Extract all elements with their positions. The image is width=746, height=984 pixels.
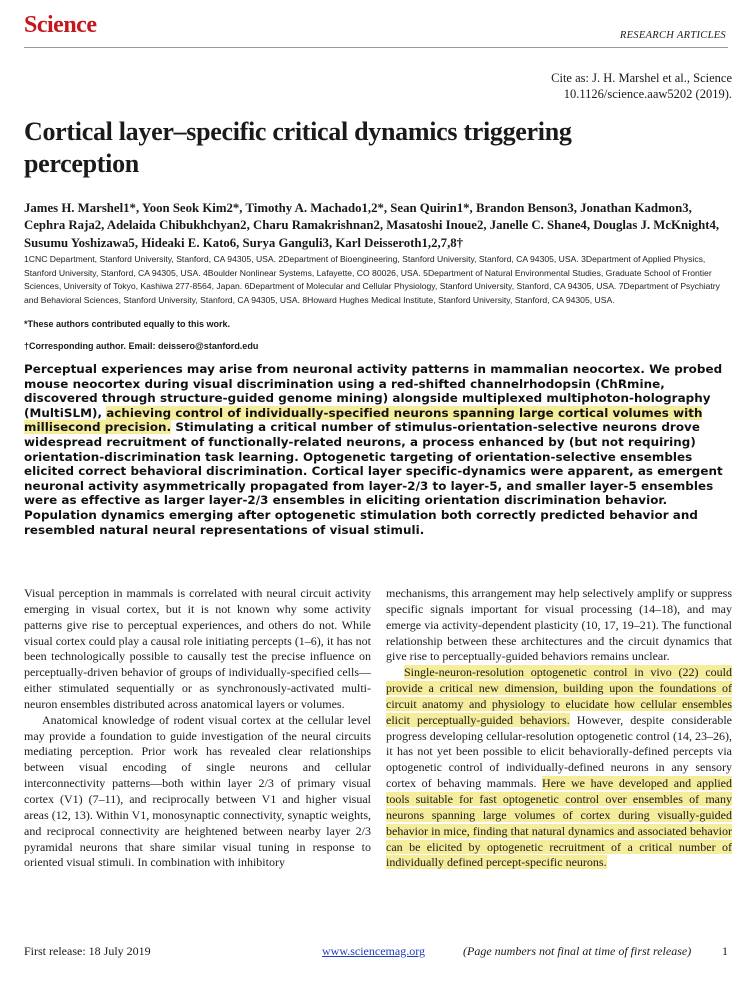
paragraph-text: However, despite considerable progress developing cellular-resolution optogenetic control (14, 23–26), it has not yet been possible to elicit behaviorally-defined percepts via optogenetic control of individually-defined neurons in any sensory cortex of behaving mammals.: [386, 712, 732, 791]
corresponding-author: †Corresponding author. Email: deissero@stanford.edu: [24, 341, 259, 351]
abstract-highlight: achieving control of individually-specified neurons spanning large cortical volumes with millisecond precision.: [24, 405, 703, 435]
abstract: [24, 362, 736, 537]
website-link[interactable]: www.sciencemag.org: [322, 944, 425, 958]
abstract-text-2: Stimulating a critical number of stimulus-orientation-selective neurons drove widespread recruitment of functionally-related neurons, a process enhanced by (but not requiring) orientation-discrimination task learning. Optogenetic targeting of orientation-selective ensembles elicited correct behavioral discrimination. Cortical layer specific-dynamics were apparent, as emergent neuronal activity asymmetrically propagated from layer-2/3 to layer-5, and smaller layer-5 ensembles were as effective as larger layer-2/3 ensembles in eliciting orientation discrimination behavior. Population dynamics emerging after optogenetic stimulation both correctly predicted behavior and resembled natural neural representations of visual stimuli.: [24, 420, 723, 537]
body-column-right: [386, 586, 732, 871]
release-date: First release: 18 July 2019: [24, 944, 151, 958]
paragraph: Anatomical knowledge of rodent visual cortex at the cellular level may provide a foundation to guide investigation of the neural circuits mediating perception. Prior work has revealed clear relationships between visual encoding of single neurons and cellular interconnectivity patterns—both within layer 2/3 of primary visual cortex (V1) (7–11), and reciprocally between V1 and higher visual areas (12, 13). Within V1, monosynaptic connectivity, synaptic weights, and reciprocal connectivity are heightened between nearby layer 2/3 pyramidal neurons that share similar visual tuning in response to oriented visual stimuli. In combination with inhibitory: [24, 712, 371, 870]
equal-contribution-note: *These authors contributed equally to this work.: [24, 319, 231, 329]
citation-line-1: Cite as: J. H. Marshel et al., Science: [551, 71, 732, 85]
journal-logo: Science: [24, 12, 97, 38]
highlight-passage: Single-neuron-resolution optogenetic control in vivo (22) could provide a critical new dimension, building upon the foundations of circuit anatomy and physiology to elucidate how cellular ensembles elicit perceptually-guided behaviors.: [386, 665, 732, 727]
citation: [432, 70, 732, 102]
paragraph: Visual perception in mammals is correlated with neural circuit activity emerging in visual cortex, but it is not known why some activity patterns give rise to perceptual experiences, and others do not. While visual cortex could play a causal role initiating percepts (1–6), it has not been technologically possible to causally test the precise influence on perceptually-driven behavior of groups of individually-specified cells—either stimulated sequentially or as synchronously-activated multi-neuron ensembles distributed across anatomical layers or volumes.: [24, 586, 371, 711]
article-title: Cortical layer–specific critical dynamics triggering perception: [24, 117, 572, 178]
section-label: RESEARCH ARTICLES: [619, 30, 726, 41]
author-list: James H. Marshel1*, Yoon Seok Kim2*, Timothy A. Machado1,2*, Sean Quirin1*, Brandon Benson3, Jonathan Kadmon3, Cephra Raja2, Adelaida Chibukhchyan2, Charu Ramakrishnan2, Masatoshi Inoue2, Janelle C. Shane4, Douglas J. McKnight4, Susumu Yoshizawa5, Hideaki E. Kato6, Surya Ganguli3, Karl Deisseroth1,2,7,8†: [24, 201, 720, 250]
paragraph: mechanisms, this arrangement may help selectively amplify or suppress specific signals important for visual processing (14–18), and may emerge via activity-dependent plasticity (10, 17, 19–21). The functional relationship between these architectures and the circuit dynamics that give rise to perceptually-guided behaviors remains unclear.: [386, 586, 732, 664]
page-number: 1: [722, 944, 728, 958]
affiliations: 1CNC Department, Stanford University, Stanford, CA 94305, USA. 2Department of Bioengineering, Stanford University, Stanford, CA 94305, USA. 3Department of Applied Physics, Stanford University, Stanford, CA 94305, USA. 4Boulder Nonlinear Systems, Lafayette, CO 80026, USA. 5Department of Natural Environmental Studies, Graduate School of Frontier Sciences, University of Tokyo, Kashiwa 277-8564, Japan. 6Department of Molecular and Cellular Physiology, Stanford University, Stanford, CA 94305, USA. 7Department of Psychiatry and Behavioral Sciences, Stanford University, Stanford, CA 94305, USA. 8Howard Hughes Medical Institute, Stanford University, Stanford, CA 94305, USA.: [24, 254, 720, 305]
page-number-note: (Page numbers not final at time of first release): [463, 944, 692, 958]
abstract-text-1: Perceptual experiences may arise from neuronal activity patterns in mammalian neocortex. We probed mouse neocortex during visual discrimination using a red-shifted channelrhodopsin (ChRmine, discovered through structure-guided genome mining) alongside multiplexed multiphoton-holography (MultiSLM),: [24, 362, 723, 420]
citation-line-2: 10.1126/science.aaw5202 (2019).: [563, 87, 732, 101]
body-column-left: [24, 586, 371, 871]
header-rule: [24, 47, 728, 48]
paragraph: [386, 665, 732, 871]
highlight-passage: Here we have developed and applied tools suitable for fast optogenetic control over ensembles of many neurons spanning large volumes of cortex during visually-guided behavior in mice, finding that natural dynamics and associated behavior can be elicited by optogenetic recruitment of a critical number of individually defined percept-specific neurons.: [386, 776, 732, 870]
